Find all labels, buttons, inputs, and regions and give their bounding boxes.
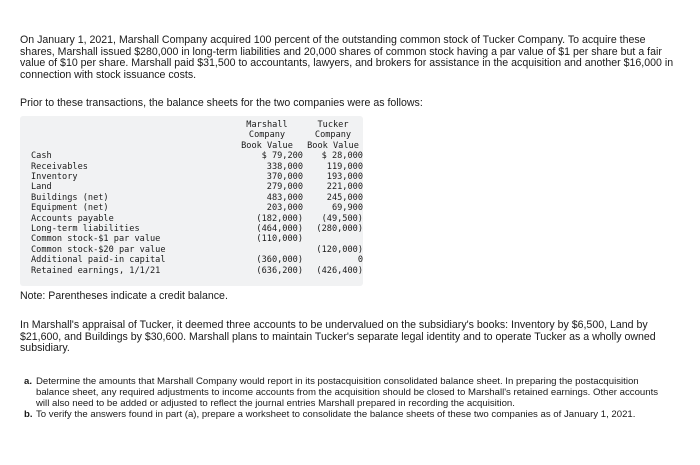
row-label: Buildings (net) [31,192,109,203]
table-row [31,224,363,234]
row-label: Equipment (net) [31,203,109,214]
question-label: b. [24,409,33,421]
tucker-value: (49,500) [321,213,363,224]
row-label: Retained earnings, 1/1/21 [31,265,161,276]
question-label: a. [24,376,33,387]
table-row [31,162,363,172]
marshall-value: 483,000 [266,192,303,203]
marshall-value: 203,000 [266,203,303,214]
table-row [31,172,363,182]
table-row [31,182,363,192]
row-label: Inventory [31,172,78,183]
tucker-value: (426,400) [316,265,363,276]
row-label: Receivables [31,161,88,172]
tucker-value: (280,000) [316,224,363,235]
appraisal-text: In Marshall's appraisal of Tucker, it deemed three accounts to be undervalued on the subsidiary's books: Inventory by $6,500, Land by $21,600, and Buildings by $30,600. Marshall plans to maintain Tucker's separate legal identity and to operate Tucker as a wholly owned subsidiary. [20,319,656,355]
table-row [31,214,363,224]
table-row [31,203,363,213]
marshall-value: 279,000 [266,182,303,193]
questions-list [24,377,664,422]
tucker-header-3: Book Value [307,140,359,151]
tucker-value: 69,900 [331,203,363,214]
marshall-value [231,245,303,255]
tucker-header-1: Tucker [317,120,349,130]
marshall-value: $ 79,200 [261,151,303,162]
table-row [31,245,363,255]
marshall-value: (636,200) [256,265,303,276]
row-label: Cash [31,151,52,162]
table-row [31,234,363,244]
marshall-value: (110,000) [256,234,303,245]
tucker-value [303,234,363,244]
marshall-header-1: Marshall [246,120,288,130]
tucker-value: 221,000 [326,182,363,193]
table-header-row [31,141,363,151]
credit-balance-note: Note: Parentheses indicate a credit balance. [20,290,228,302]
question-text: Determine the amounts that Marshall Company would report in its postacquisition consolidated balance sheet. In preparing the postacquisition balance sheet, any required adjustments to income accounts from the acquisition should be closed to Marshall's retained earnings. Other accounts will also need to be added or adjusted to reflect the journal entries Marshall prepared in recording the acquisition. [36,376,659,409]
marshall-value: (360,000) [256,255,303,266]
row-label: Common stock-$20 par value [31,244,166,255]
problem-intro: On January 1, 2021, Marshall Company acquired 100 percent of the outstanding common stock of Tucker Company. To acquire these shares, Marshall issued $280,000 in long-term liabilities and 20,000 shares of common stock having a par value of $1 per share but a fair value of $10 per share. Marshall paid $31,500 to accountants, lawyers, and brokers for assistance in the acquisition and another $16,000 in connection with stock issuance costs. [20,34,674,81]
question-text: To verify the answers found in part (a), prepare a worksheet to consolidate the balance sheets of these two companies as of January 1, 2021. [36,409,636,421]
marshall-value: 370,000 [266,172,303,183]
question-a [24,377,664,409]
tucker-value: 0 [357,255,363,266]
marshall-value: 338,000 [266,161,303,172]
prior-balances-text: Prior to these transactions, the balance sheets for the two companies were as follows: [20,97,423,109]
row-label: Land [31,182,52,193]
marshall-header-3: Book Value [241,140,293,151]
balance-sheet-grid [31,120,363,276]
table-row [31,193,363,203]
balance-sheet-table [20,116,363,286]
row-label: Common stock-$1 par value [31,234,161,245]
marshall-header-2: Company [248,130,286,141]
table-header-row [31,130,363,140]
tucker-value: 245,000 [326,192,363,203]
tucker-value: $ 28,000 [321,151,363,162]
table-header-row [31,120,363,130]
question-b [24,410,664,421]
tucker-value: 193,000 [326,172,363,183]
tucker-value: (120,000) [316,244,363,255]
tucker-header-2: Company [314,130,352,141]
row-label: Additional paid-in capital [31,255,166,266]
marshall-value: (464,000) [256,224,303,235]
row-label: Long-term liabilities [31,224,140,235]
row-label: Accounts payable [31,213,114,224]
table-row [31,266,363,276]
marshall-value: (182,000) [256,213,303,224]
table-row [31,255,363,265]
table-row [31,151,363,161]
tucker-value: 119,000 [326,161,363,172]
